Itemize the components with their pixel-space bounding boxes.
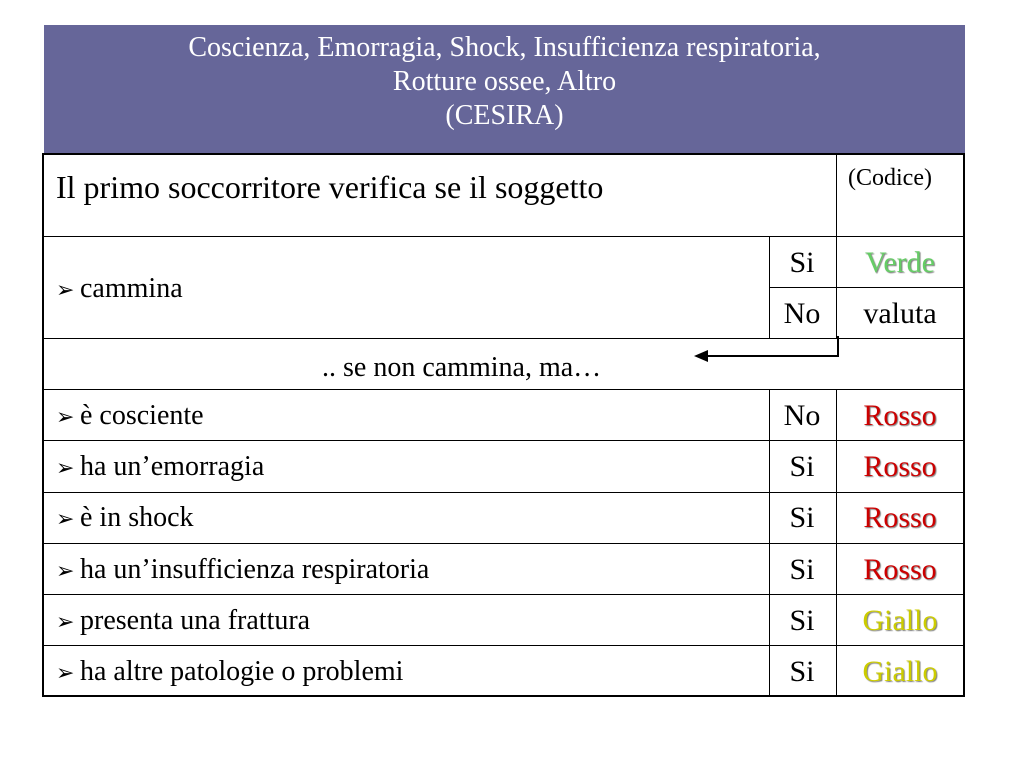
check-row bbox=[56, 554, 429, 588]
column-divider bbox=[836, 237, 837, 338]
arrow-bullet-icon: ➢ bbox=[56, 507, 75, 532]
row-divider bbox=[44, 236, 963, 237]
intro-text: Il primo soccorritore verifica se il soggetto bbox=[56, 169, 604, 205]
check-row bbox=[56, 656, 403, 690]
check-answer: No bbox=[783, 399, 821, 432]
check-row bbox=[56, 451, 264, 485]
walk-criterion bbox=[56, 273, 183, 307]
column-divider bbox=[769, 237, 770, 338]
row-divider bbox=[44, 440, 963, 441]
title-banner bbox=[44, 25, 965, 153]
check-row bbox=[56, 400, 204, 434]
check-label: ha un’insufficienza respiratoria bbox=[80, 554, 430, 585]
code-column-header: (Codice) bbox=[848, 165, 932, 191]
check-answer: Si bbox=[789, 450, 815, 483]
check-answer: Si bbox=[789, 501, 815, 534]
check-code: Rosso bbox=[863, 399, 937, 432]
title-line-2: Rotture ossee, Altro bbox=[392, 66, 617, 97]
column-divider bbox=[769, 389, 770, 695]
arrow-bullet-icon: ➢ bbox=[56, 559, 75, 584]
title-line-1: Coscienza, Emorragia, Shock, Insufficienza respiratoria, bbox=[188, 32, 821, 63]
check-label: è cosciente bbox=[80, 400, 204, 431]
check-row bbox=[56, 605, 310, 639]
walk-yes-code: Verde bbox=[865, 246, 935, 279]
walk-no-answer: No bbox=[783, 297, 821, 330]
walk-no-code: valuta bbox=[863, 297, 937, 330]
check-answer: Si bbox=[789, 655, 815, 688]
check-code: Rosso bbox=[863, 501, 937, 534]
row-divider bbox=[44, 389, 963, 390]
row-divider bbox=[44, 594, 963, 595]
return-arrow-icon bbox=[690, 330, 850, 370]
check-label: ha un’emorragia bbox=[80, 451, 265, 482]
arrow-bullet-icon: ➢ bbox=[56, 610, 75, 635]
check-answer: Si bbox=[789, 604, 815, 637]
check-code: Rosso bbox=[863, 450, 937, 483]
column-divider bbox=[836, 155, 837, 237]
arrow-bullet-icon: ➢ bbox=[56, 278, 75, 303]
row-divider bbox=[44, 543, 963, 544]
row-divider bbox=[44, 492, 963, 493]
title-line-3: (CESIRA) bbox=[445, 100, 564, 131]
check-label: ha altre patologie o problemi bbox=[80, 656, 404, 687]
check-label: presenta una frattura bbox=[80, 605, 311, 636]
continuation-text: .. se non cammina, ma… bbox=[322, 352, 602, 383]
walk-yes-answer: Si bbox=[789, 246, 815, 279]
arrow-bullet-icon: ➢ bbox=[56, 456, 75, 481]
check-row bbox=[56, 502, 194, 536]
arrow-bullet-icon: ➢ bbox=[56, 661, 75, 686]
arrow-bullet-icon: ➢ bbox=[56, 405, 75, 430]
column-divider bbox=[836, 389, 837, 695]
walk-label: cammina bbox=[80, 273, 183, 304]
row-divider bbox=[44, 645, 963, 646]
row-divider bbox=[769, 287, 963, 288]
check-code: Rosso bbox=[863, 553, 937, 586]
check-code: Giallo bbox=[862, 655, 938, 688]
check-code: Giallo bbox=[862, 604, 938, 637]
check-answer: Si bbox=[789, 553, 815, 586]
check-label: è in shock bbox=[80, 502, 194, 533]
